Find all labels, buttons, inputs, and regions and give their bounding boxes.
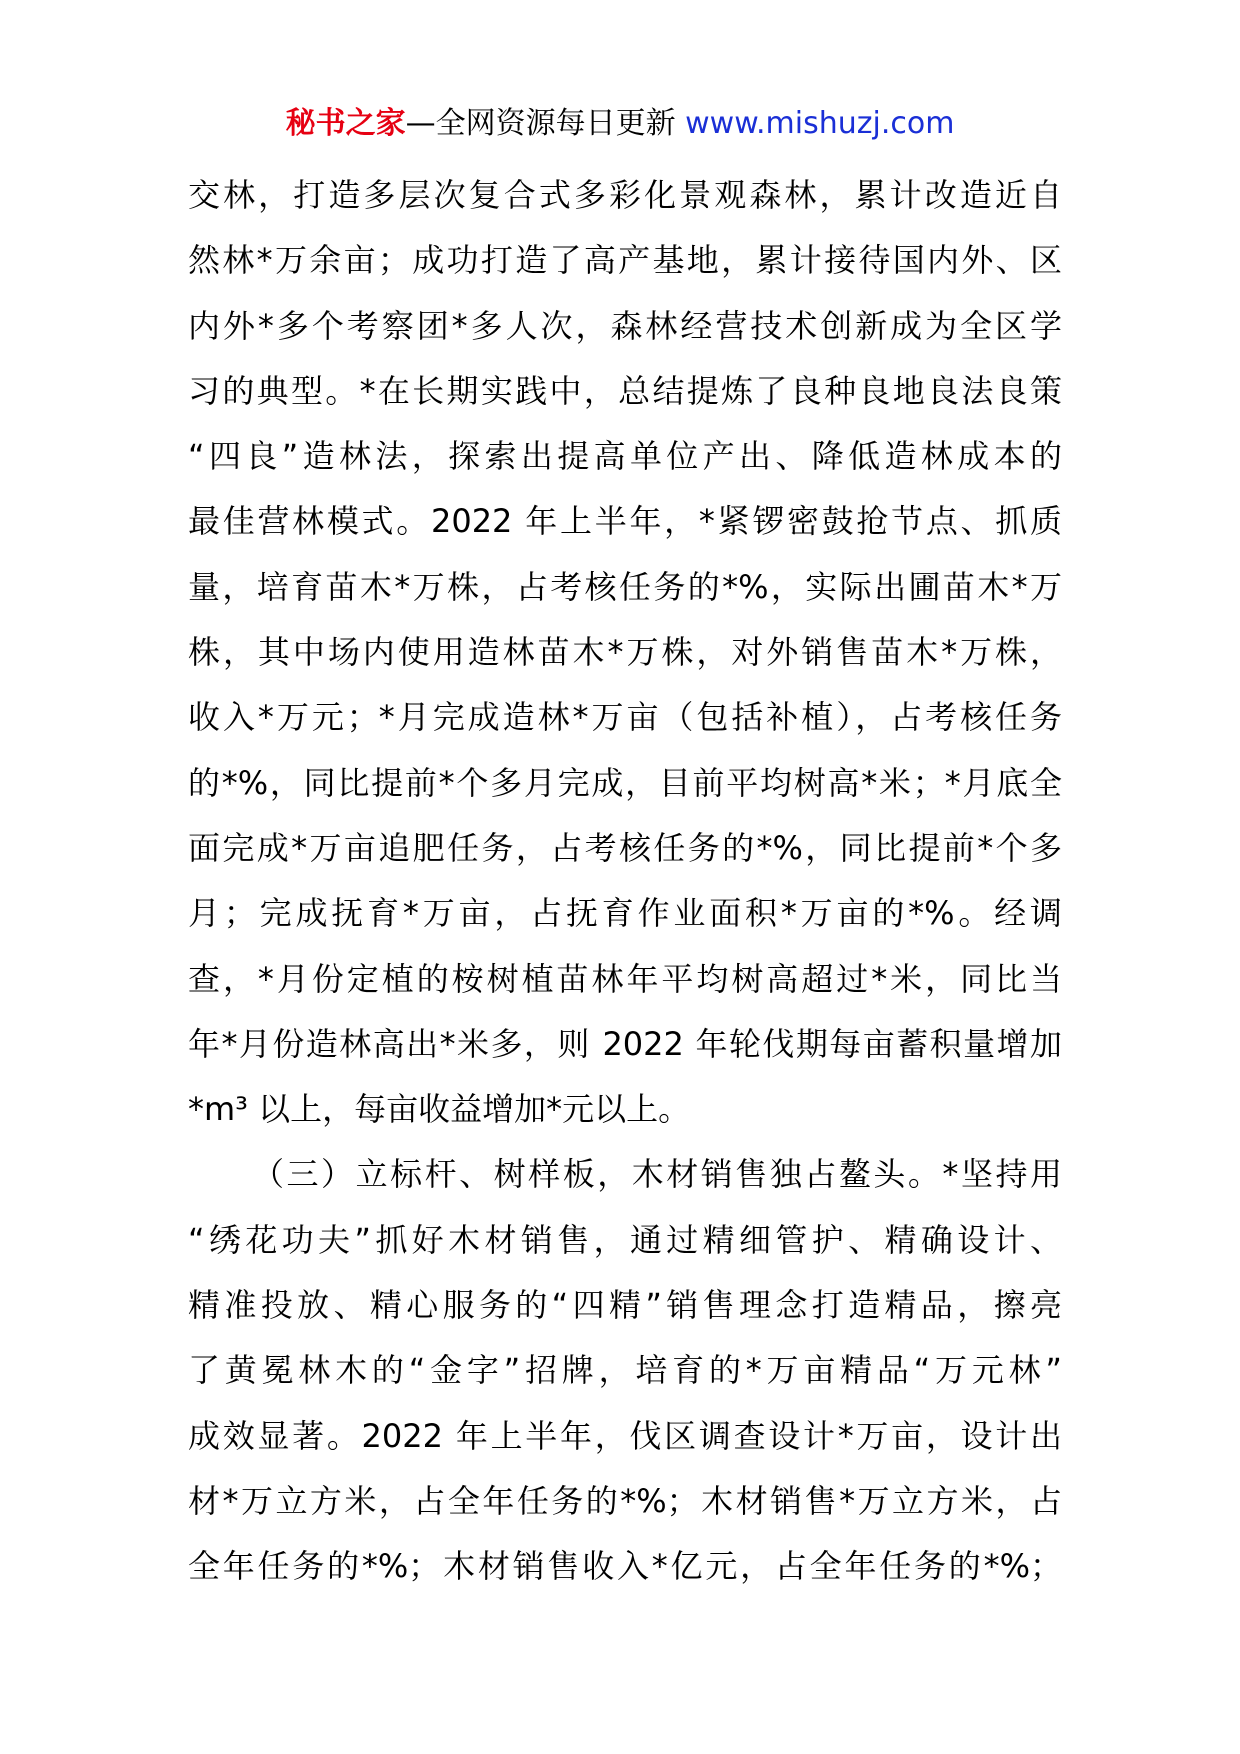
section-heading-line: （三）立标杆、树样板，木材销售独占鳌头。*坚持用: [252, 1155, 1062, 1194]
body-line: 了黄冕林木的“金字”招牌，培育的*万亩精品“万元林”: [188, 1351, 1062, 1390]
body-line: 交林，打造多层次复合式多彩化景观森林，累计改造近自: [188, 176, 1062, 214]
body-line: 年*月份造林高出*米多，则 2022 年轮伐期每亩蓄积量增加: [188, 1024, 1062, 1063]
body-line: 收入*万元；*月完成造林*万亩（包括补植），占考核任务: [188, 698, 1062, 737]
site-url[interactable]: www.mishuzj.com: [685, 106, 955, 141]
body-line: 最佳营林模式。2022 年上半年，*紧锣密鼓抢节点、抓质: [188, 502, 1062, 541]
body-line: 月；完成抚育*万亩，占抚育作业面积*万亩的*%。经调: [188, 894, 1062, 933]
body-line: 株，其中场内使用造林苗木*万株，对外销售苗木*万株，: [188, 633, 1062, 672]
body-line: “绣花功夫”抓好木材销售，通过精细管护、精确设计、: [188, 1220, 1062, 1259]
body-line: 查，*月份定植的桉树植苗林年平均树高超过*米，同比当: [188, 959, 1062, 998]
body-line: 然林*万余亩；成功打造了高产基地，累计接待国内外、区: [188, 241, 1062, 280]
body-line: 习的典型。*在长期实践中，总结提炼了良种良地良法良策: [188, 371, 1062, 410]
body-line: *m³ 以上，每亩收益增加*元以上。: [188, 1090, 691, 1129]
body-line: 成效显著。2022 年上半年，伐区调查设计*万亩，设计出: [188, 1416, 1062, 1455]
site-header: [0, 104, 1240, 144]
site-tagline: —全网资源每日更新: [405, 106, 676, 141]
body-line: 材*万立方米，占全年任务的*%；木材销售*万立方米，占: [188, 1481, 1062, 1520]
body-line: “四良”造林法，探索出提高单位产出、降低造林成本的: [188, 437, 1062, 476]
document-body: [188, 163, 1062, 1600]
body-line: 精准投放、精心服务的“四精”销售理念打造精品，擦亮: [188, 1286, 1062, 1325]
site-brand: 秘书之家: [285, 106, 406, 141]
body-line: 量，培育苗木*万株，占考核任务的*%，实际出圃苗木*万: [188, 567, 1062, 606]
body-line: 面完成*万亩追肥任务，占考核任务的*%，同比提前*个多: [188, 828, 1062, 867]
body-line: 的*%，同比提前*个多月完成，目前平均树高*米；*月底全: [188, 763, 1062, 802]
body-line: 全年任务的*%；木材销售收入*亿元，占全年任务的*%；: [188, 1547, 1062, 1586]
body-line: 内外*多个考察团*多人次，森林经营技术创新成为全区学: [188, 306, 1062, 345]
